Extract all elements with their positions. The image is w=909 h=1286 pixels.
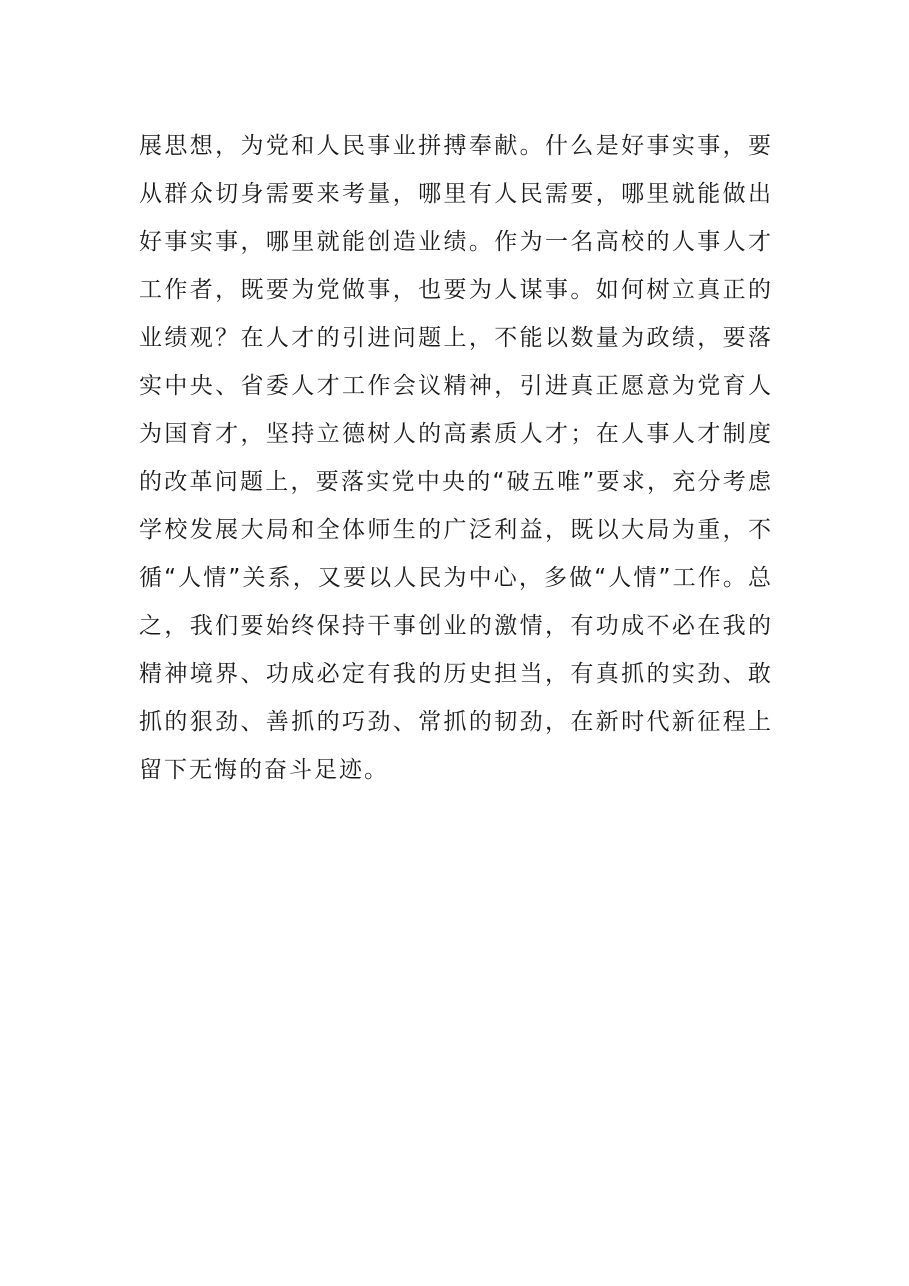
paragraph-line-9: 学校发展大局和全体师生的广泛利益，既以大局为重，不 bbox=[139, 517, 771, 543]
paragraph-line-4: 工作者，既要为党做事，也要为人谋事。如何树立真正的 bbox=[139, 277, 771, 303]
paragraph-line-1: 展思想，为党和人民事业拼搏奉献。什么是好事实事，要 bbox=[139, 133, 771, 159]
paragraph-line-6: 实中央、省委人才工作会议精神，引进真正愿意为党育人 bbox=[139, 373, 771, 399]
paragraph-line-3: 好事实事，哪里就能创造业绩。作为一名高校的人事人才 bbox=[139, 229, 771, 255]
paragraph-line-13: 抓的狠劲、善抓的巧劲、常抓的韧劲，在新时代新征程上 bbox=[139, 709, 771, 735]
paragraph-line-14: 留下无悔的奋斗足迹。 bbox=[139, 757, 389, 783]
paragraph-line-8: 的改革问题上，要落实党中央的“破五唯”要求，充分考虑 bbox=[139, 469, 771, 495]
paragraph-line-7: 为国育才，坚持立德树人的高素质人才；在人事人才制度 bbox=[139, 421, 771, 447]
paragraph-line-2: 从群众切身需要来考量，哪里有人民需要，哪里就能做出 bbox=[139, 181, 771, 207]
body-paragraph bbox=[139, 122, 771, 794]
paragraph-line-10: 循“人情”关系，又要以人民为中心，多做“人情”工作。总 bbox=[139, 565, 771, 591]
paragraph-line-5: 业绩观？在人才的引进问题上，不能以数量为政绩，要落 bbox=[139, 325, 771, 351]
paragraph-line-11: 之，我们要始终保持干事创业的激情，有功成不必在我的 bbox=[139, 613, 771, 639]
paragraph-line-12: 精神境界、功成必定有我的历史担当，有真抓的实劲、敢 bbox=[139, 661, 771, 687]
